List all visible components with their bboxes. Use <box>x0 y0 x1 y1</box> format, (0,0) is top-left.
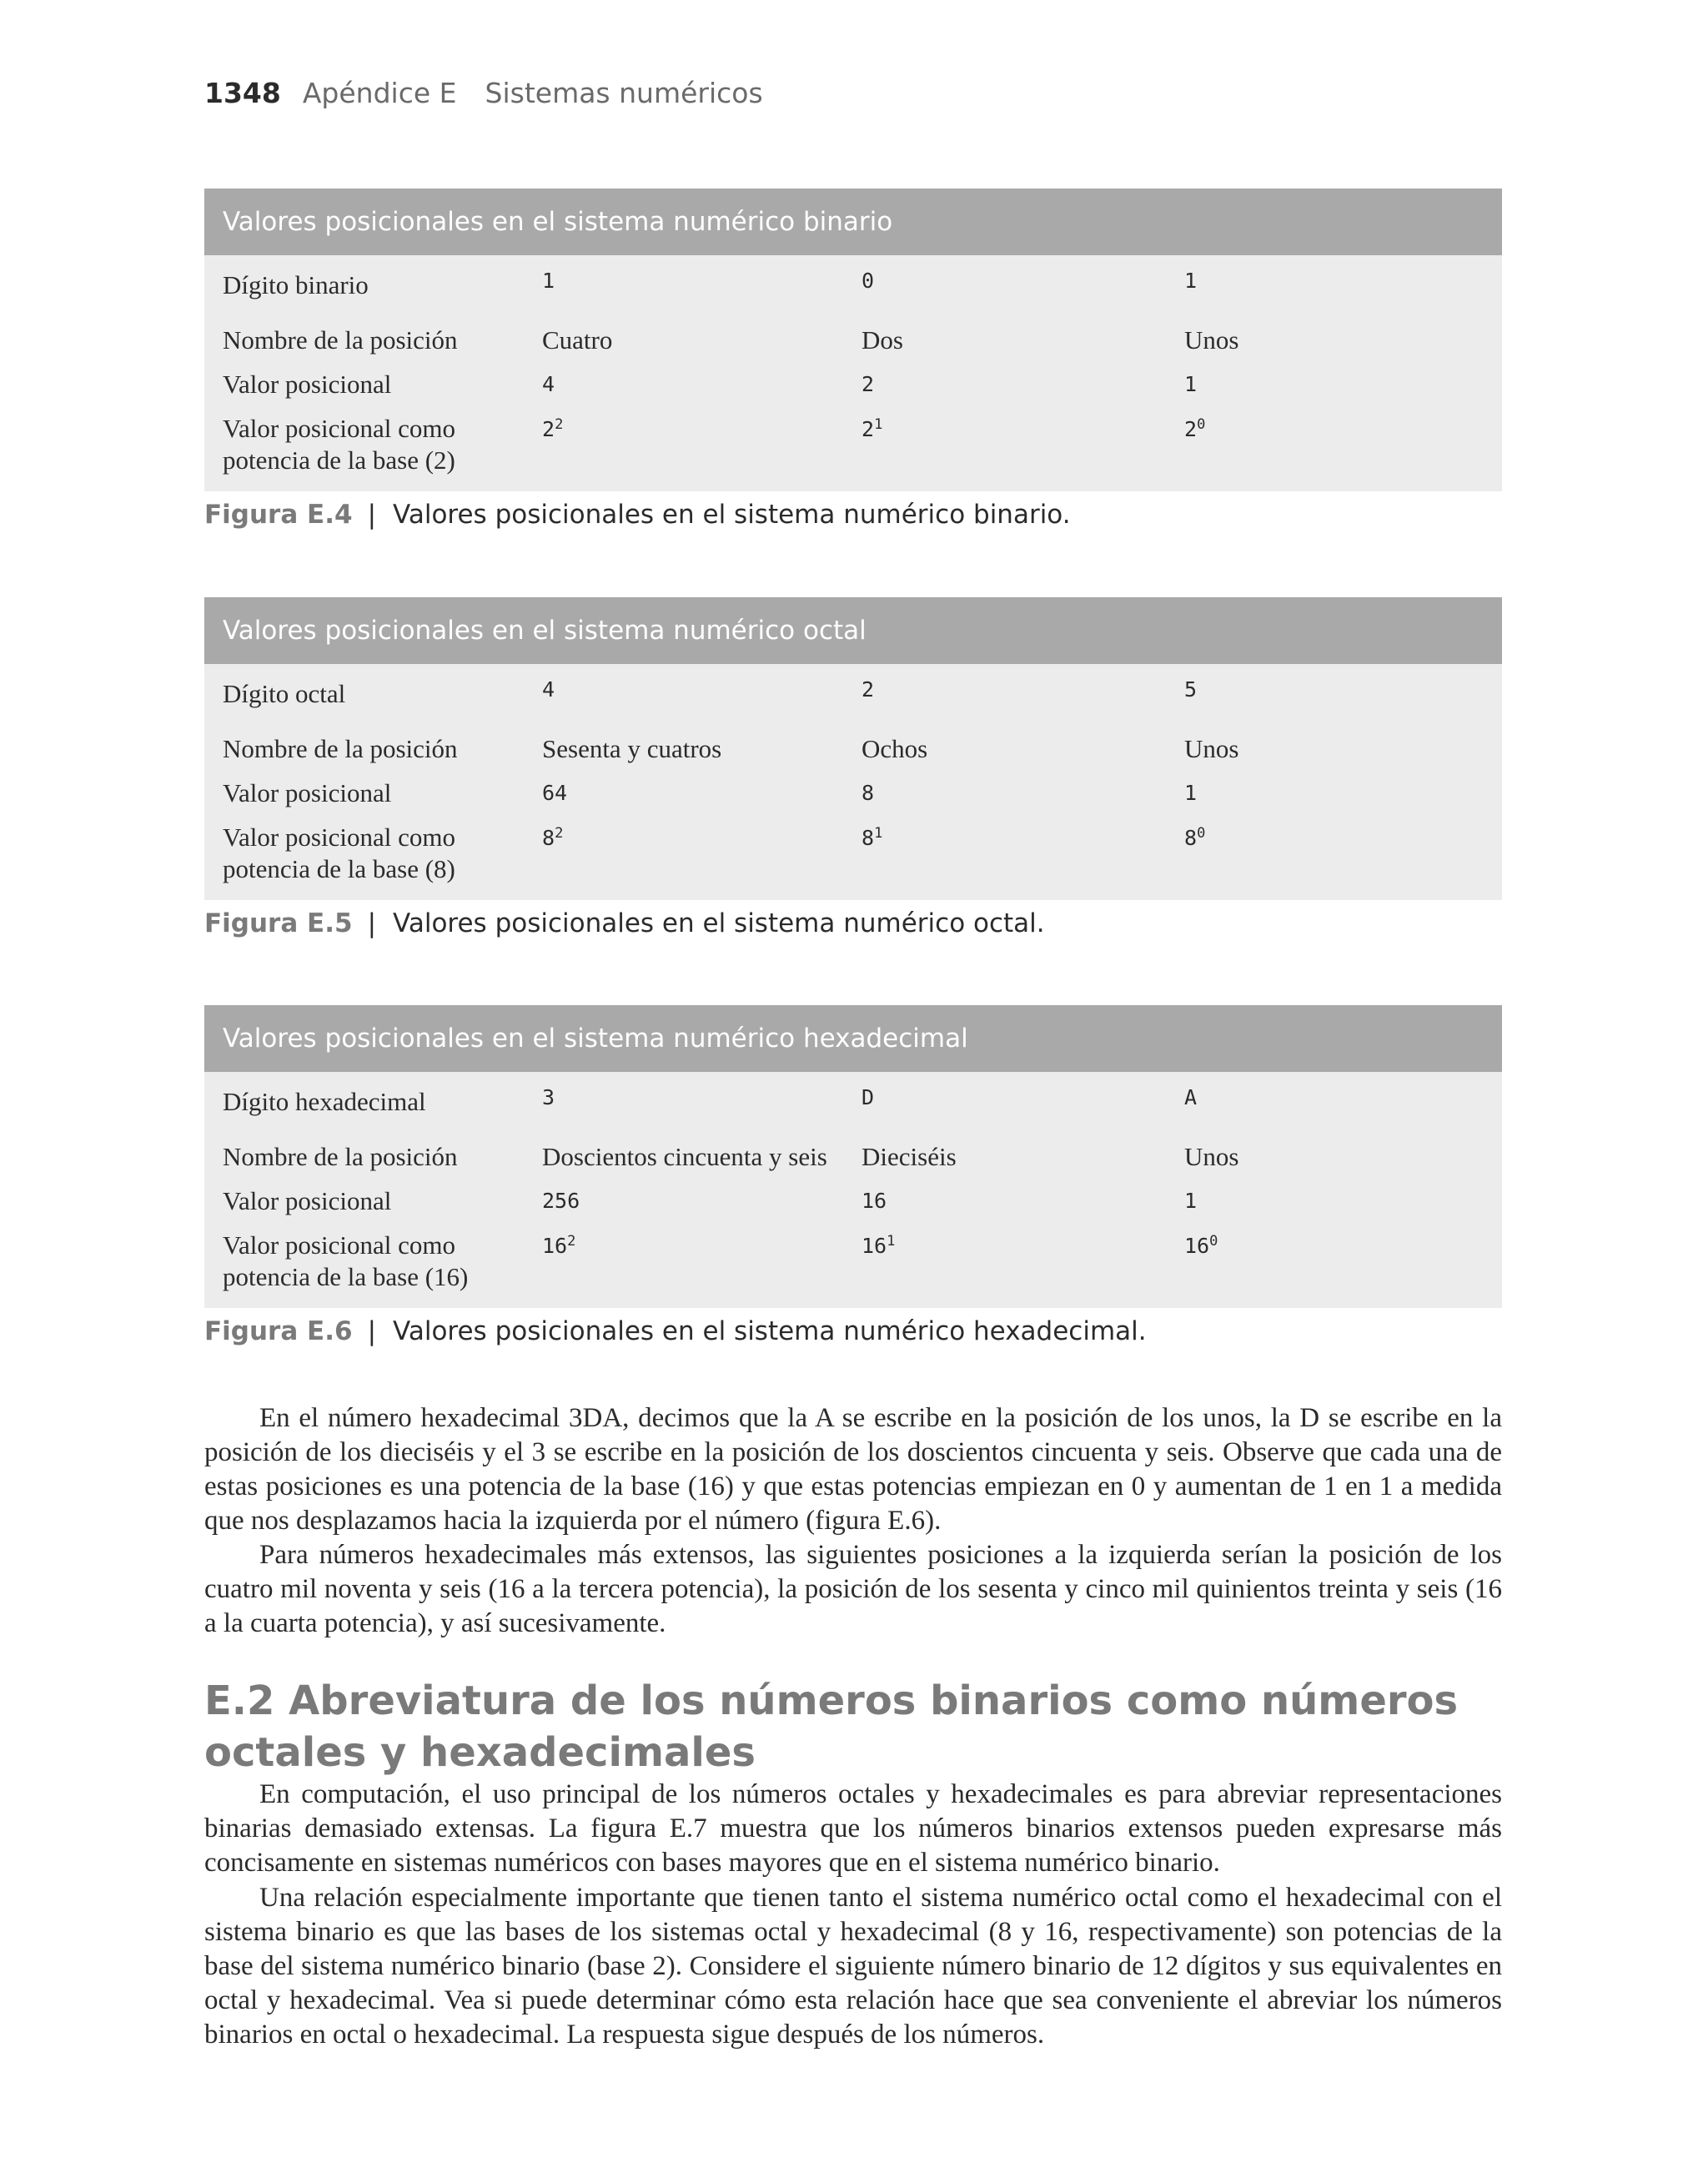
table-row-digit <box>204 1085 1502 1140</box>
body-paragraph: En el número hexadecimal 3DA, decimos que la A se escribe en la posición de los unos, la D se escribe en la posición de los dieciséis y el 3 se escribe en la posición de los doscientos cincuenta y seis. Observe que cada una de estas posiciones es una potencia de la base (16) y que estas potencias empiezan en 0 y aumentan de 1 en 1 a medida que nos desplazamos hacia la izquierda por el número (figura E.6). <box>204 1403 1502 1536</box>
row-label: Nombre de la posición <box>223 325 458 355</box>
table-cell: Sesenta y cuatros <box>542 734 722 763</box>
table-cell: 16 <box>862 1189 887 1213</box>
table-cell: Dieciséis <box>862 1142 957 1171</box>
figure-label: Figura E.5 <box>204 908 353 938</box>
table-cell: $16^2$ <box>542 1233 576 1258</box>
table-cell: Doscientos cincuenta y seis <box>542 1142 827 1171</box>
figure-label: Figura E.6 <box>204 1316 353 1346</box>
figure-caption: Figura E.5 | Valores posicionales en el sistema numérico octal. <box>204 908 1045 938</box>
figure-caption: Figura E.6 | Valores posicionales en el sistema numérico hexadecimal. <box>204 1316 1147 1346</box>
table-header: Valores posicionales en el sistema numérico binario <box>204 189 1502 255</box>
caption-text: Valores posicionales en el sistema numérico binario. <box>393 500 1071 530</box>
body-paragraph: Una relación especialmente importante que tienen tanto el sistema numérico octal como el hexadecimal con el sistema binario es que las bases de los sistemas octal y hexadecimal (8 y 16, respectivamente) son potencias de la base del sistema numérico binario (base 2). Considere el siguiente número binario de 12 dígitos y sus equivalentes en octal y hexadecimal. Vea si puede determinar cómo esta relación hace que sea conveniente el abreviar los números binarios en octal o hexadecimal. La respuesta sigue después de los números. <box>204 1883 1502 2050</box>
table-cell: $16^0$ <box>1184 1233 1218 1258</box>
row-label: Valor posicional como potencia de la base (2) <box>223 414 455 475</box>
table-cell: Ochos <box>862 734 928 763</box>
table-cell: 1 <box>1184 269 1198 293</box>
figure-label: Figura E.4 <box>204 500 353 530</box>
table-row-digit <box>204 269 1502 324</box>
row-label: Valor posicional <box>223 1186 392 1215</box>
table-row-name <box>204 732 1502 777</box>
chapter-title: Sistemas numéricos <box>485 77 763 109</box>
table-cell: Dos <box>862 325 903 355</box>
table-cell: $2^1$ <box>862 416 883 441</box>
table-cell: Unos <box>1184 734 1239 763</box>
table-cell: $2^2$ <box>542 416 564 441</box>
positional-table <box>204 189 1502 491</box>
running-head <box>204 77 763 109</box>
table-row-power <box>204 413 1502 480</box>
table-cell: $2^0$ <box>1184 416 1206 441</box>
table-cell: 0 <box>862 269 875 293</box>
table-cell: $8^2$ <box>542 825 564 850</box>
appendix-label: Apéndice E <box>302 77 457 109</box>
table-row-value <box>204 1185 1502 1230</box>
body-paragraph: Para números hexadecimales más extensos, las siguientes posiciones a la izquierda serían la posición de los cuatro mil noventa y seis (16 a la tercera potencia), la posición de los sesenta y cinco mil quinientos treinta y seis (16 a la cuarta potencia), y así sucesivamente. <box>204 1540 1502 1638</box>
figure-octal <box>204 597 1502 938</box>
table-cell: 1 <box>542 269 555 293</box>
table-cell: 1 <box>1184 781 1198 805</box>
table-cell: Cuatro <box>542 325 613 355</box>
table-row-name <box>204 1140 1502 1185</box>
table-cell: 1 <box>1184 372 1198 396</box>
table-header: Valores posicionales en el sistema numérico octal <box>204 597 1502 664</box>
row-label: Valor posicional <box>223 370 392 399</box>
row-label: Dígito binario <box>223 270 369 299</box>
table-cell: 2 <box>862 677 875 702</box>
table-row-value <box>204 368 1502 413</box>
table-row-name <box>204 324 1502 368</box>
table-cell: 2 <box>862 372 875 396</box>
table-cell: 4 <box>542 372 555 396</box>
table-header: Valores posicionales en el sistema numérico hexadecimal <box>204 1005 1502 1072</box>
table-cell: Unos <box>1184 1142 1239 1171</box>
row-label: Dígito hexadecimal <box>223 1087 426 1116</box>
section-heading: E.2 Abreviatura de los números binarios como números octales y hexadecimales <box>204 1678 1459 1776</box>
figure-hexadecimal <box>204 1005 1502 1346</box>
figure-binary <box>204 189 1502 530</box>
caption-text: Valores posicionales en el sistema numérico hexadecimal. <box>393 1316 1147 1346</box>
table-cell: 1 <box>1184 1189 1198 1213</box>
positional-table <box>204 1005 1502 1308</box>
positional-table <box>204 597 1502 900</box>
table-cell: D <box>862 1085 875 1109</box>
table-cell: 5 <box>1184 677 1198 702</box>
row-label: Nombre de la posición <box>223 1142 458 1171</box>
table-cell: $16^1$ <box>862 1233 896 1258</box>
table-cell: 3 <box>542 1085 555 1109</box>
table-row-value <box>204 777 1502 822</box>
table-row-digit <box>204 677 1502 732</box>
figure-caption: Figura E.4 | Valores posicionales en el sistema numérico binario. <box>204 500 1071 530</box>
table-cell: Unos <box>1184 325 1239 355</box>
row-label: Dígito octal <box>223 679 346 708</box>
table-cell: $8^0$ <box>1184 825 1206 850</box>
table-cell: 64 <box>542 781 568 805</box>
table-row-power <box>204 1230 1502 1296</box>
caption-text: Valores posicionales en el sistema numérico octal. <box>393 908 1045 938</box>
row-label: Valor posicional <box>223 778 392 807</box>
table-row-power <box>204 822 1502 888</box>
body-paragraph: En computación, el uso principal de los números octales y hexadecimales es para abreviar representaciones binarias demasiado extensas. La figura E.7 muestra que los números binarios extensos pueden expresarse más concisamente en sistemas numéricos con bases mayores que en el sistema numérico binario. <box>204 1779 1502 1878</box>
table-cell: 256 <box>542 1189 580 1213</box>
table-cell: $8^1$ <box>862 825 883 850</box>
table-cell: A <box>1184 1085 1198 1109</box>
page-number: 1348 <box>204 77 281 109</box>
table-cell: 8 <box>862 781 875 805</box>
row-label: Valor posicional como potencia de la base (8) <box>223 822 455 883</box>
table-cell: 4 <box>542 677 555 702</box>
row-label: Nombre de la posición <box>223 734 458 763</box>
row-label: Valor posicional como potencia de la base (16) <box>223 1230 469 1291</box>
